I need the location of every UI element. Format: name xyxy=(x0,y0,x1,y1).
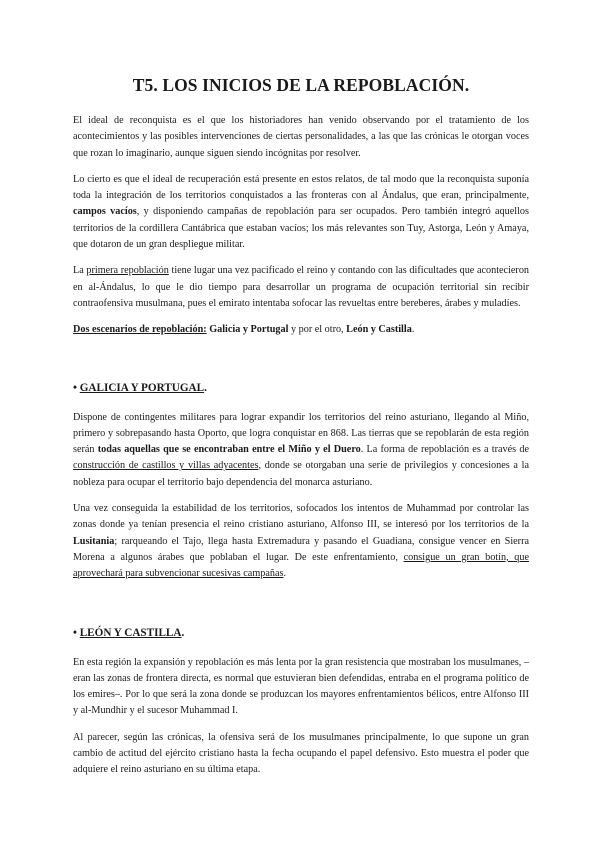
bold-lusitania: Lusitania xyxy=(73,535,115,547)
paragraph-galicia-2: Una vez conseguida la estabilidad de los territorios, sofocados los intentos de Muhammad por controlar las zonas donde ya tenían presencia el reino cristiano asturiano, Alfonso III, se interesó por los territorios de la Lusitania; rarqueando el Tajo, llega hasta Extremadura y pasando el Guadiana, consigue vencer en Sierra Morena a algunos árabes que poblaban el lugar. De este enfrentamiento, consigue un gran botín, que aprovechará para subvencionar sucesivas campañas. xyxy=(73,503,529,580)
section-heading-leon: • LEÓN Y CASTILLA. xyxy=(73,626,185,639)
page-title xyxy=(73,74,529,96)
document-page xyxy=(73,74,529,789)
paragraph-escenarios: Dos escenarios de repoblación: Galicia y Portugal y por el otro, León y Castilla. xyxy=(73,324,415,336)
paragraph-leon-1: En esta región la expansión y repoblación es más lenta por la gran resistencia que mostraban los musulmanes, –eran las zonas de frontera directa, es normal que estuvieran bien defendidas, entraba en el programa político de los emires–. Por lo que será la zona donde se produzcan los mayores enfrentamientos bélicos, entre Alfonso III y al-Mundhir y el sucesor Muhammad I. xyxy=(73,656,529,717)
section-label: GALICIA Y PORTUGAL xyxy=(79,381,205,394)
bullet: • xyxy=(73,381,80,394)
escenarios-heading: Dos escenarios de repoblación: xyxy=(73,324,207,336)
title-text: T5. LOS INICIOS DE LA REPOBLACIÓN xyxy=(132,75,465,95)
spacer xyxy=(73,593,529,625)
bold-mino-duero: todas aquellas que se encontraban entre el Miño y el Duero xyxy=(97,444,361,456)
section-heading-galicia: • GALICIA Y PORTUGAL. xyxy=(73,381,207,394)
bullet: • xyxy=(73,626,80,639)
paragraph-reconquista: Lo cierto es que el ideal de recuperación está presente en estos relatos, de tal modo que la reconquista suponía toda la integración de los territorios conquistados a las fronteras con al Ándalus, que eran, principalmente, campos vacíos, y disponiendo campañas de repoblación para ser ocupados. Pero también integró aquellos territorios de la cordillera Cantábrica que estaban vacíos; los más relevantes son Tuy, Astorga, León y Amaya, que dotaron de un gran despliegue militar. xyxy=(73,173,529,251)
paragraph-leon-2: Al parecer, según las crónicas, la ofensiva será de los musulmanes principalmente, lo que supone un gran cambio de actitud del ejército cristiano hasta la fecha ocupando el papel defensivo. Esto muestra el poder que adquiere el reino asturiano en su última etapa. xyxy=(73,731,529,776)
section-label: LEÓN Y CASTILLA xyxy=(79,626,182,639)
escenario-leon: León y Castilla xyxy=(346,324,412,336)
paragraph-galicia-1: Dispone de contingentes militares para lograr expandir los territorios del reino asturiano, llegando al Miño, primero y sobrepasando hasta Oporto, que logra conquistar en 868. Las tierras que se repoblarán de esta región serán todas aquellas que se encontraban entre el Miño y el Duero. La forma de repoblación es a través de construcción de castillos y villas adyacentes, donde se otorgaban una serie de privilegios y concesiones a la nobleza para ocupar el territorio bajo dependencia del monarca asturiano. xyxy=(73,411,529,488)
underlined-botin: consigue un gran botín, que aprovechará para subvencionar sucesivas campañas xyxy=(73,551,529,580)
spacer xyxy=(73,641,529,655)
spacer xyxy=(73,396,529,410)
underlined-castillos: construcción de castillos y villas adyacentes xyxy=(73,460,259,472)
spacer xyxy=(73,349,529,380)
paragraph-intro: El ideal de reconquista es el que los historiadores han venido observando por el tratamiento de los acontecimientos y las posibles intervenciones de ciertas personalidades, a las que las crónicas le otorgan voces que rozan lo imaginario, aunque siguen siendo incógnitas por resolver. xyxy=(73,115,529,159)
escenario-galicia: Galicia y Portugal xyxy=(209,324,289,336)
title-period: . xyxy=(464,75,470,95)
paragraph-primera-repoblacion: La primera repoblación tiene lugar una vez pacificado el reino y contando con las dificultades que acontecieron en al-Ándalus, lo que le dio tiempo para desarrollar un programa de ocupación territorial sin recibir contraofensiva musulmana, pues el emirato intentaba sofocar las revueltas entre bereberes, árabes y muladíes. xyxy=(73,265,530,309)
underlined-primera-repoblacion: primera repoblación xyxy=(86,265,169,277)
bold-campos-vacios: campos vacíos xyxy=(73,206,137,218)
